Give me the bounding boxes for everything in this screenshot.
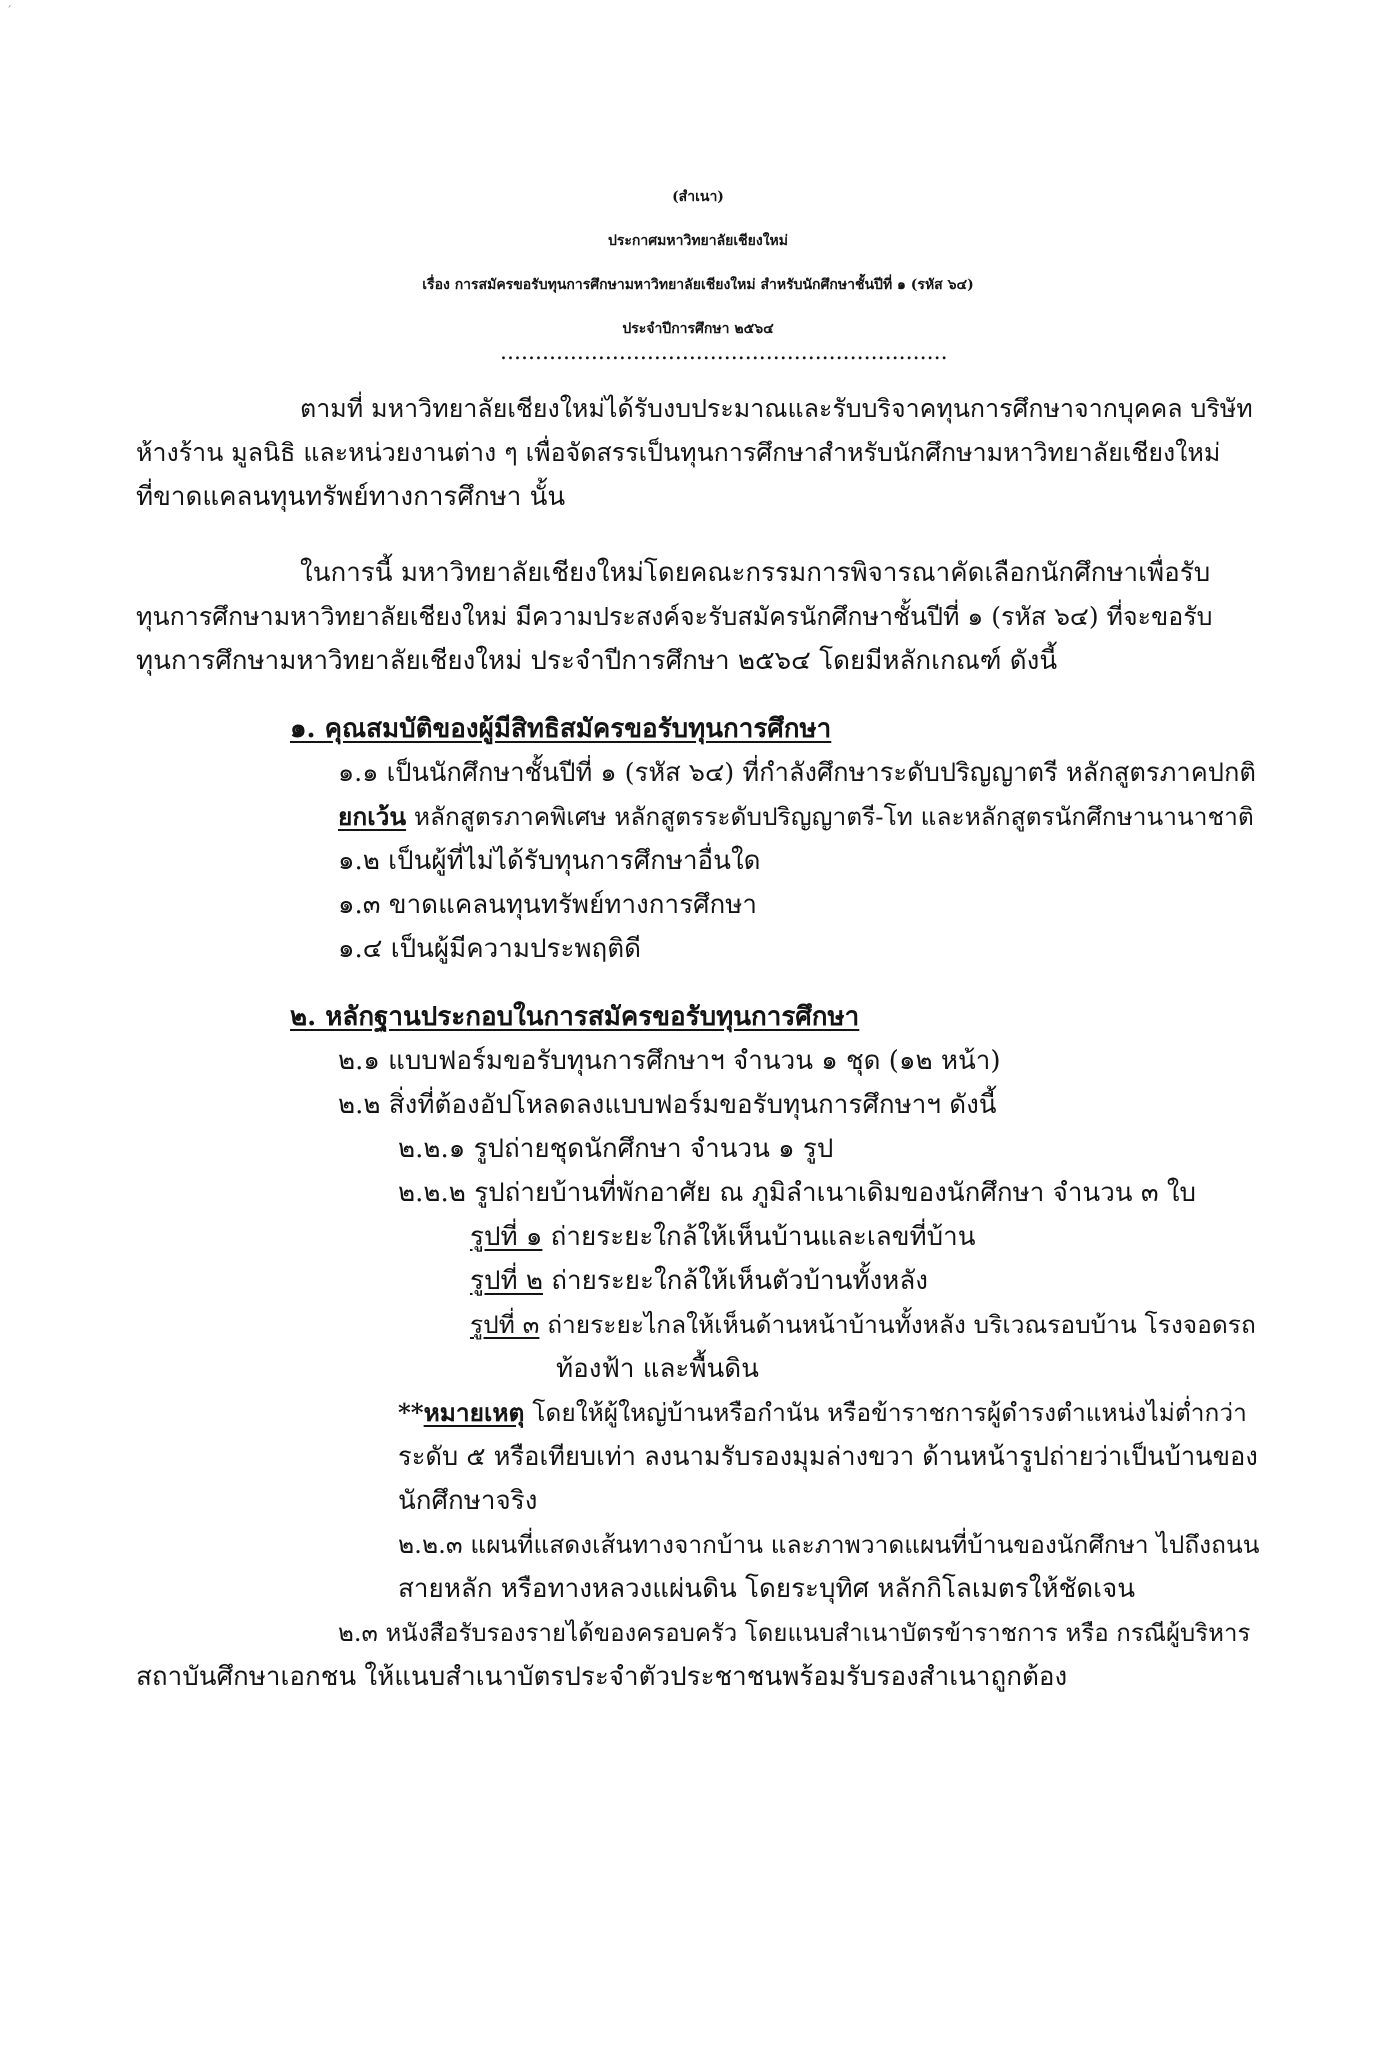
note-prefix: ** bbox=[398, 1398, 424, 1427]
photo-1-text: ถ่ายระยะใกล้ให้เห็นบ้านและเลขที่บ้าน bbox=[542, 1222, 976, 1252]
item-2-2: ๒.๒ สิ่งที่ต้องอัปโหลดลงแบบฟอร์มขอรับทุนการศึกษาฯ ดังนี้ bbox=[338, 1090, 997, 1120]
photo-3-text: ถ่ายระยะไกลให้เห็นด้านหน้าบ้านทั้งหลัง บริเวณรอบบ้าน โรงจอดรถ bbox=[539, 1310, 1256, 1339]
academic-year: ประจำปีการศึกษา ๒๕๖๔ bbox=[622, 321, 774, 337]
note-line3: นักศึกษาจริง bbox=[398, 1486, 538, 1516]
copy-label: (สำเนา) bbox=[672, 189, 724, 205]
section2-heading: ๒. หลักฐานประกอบในการสมัครขอรับทุนการศึกษา bbox=[290, 1002, 860, 1032]
item-2-2-3-line1: ๒.๒.๓ แผนที่แสดงเส้นทางจากบ้าน และภาพวาดแผนที่บ้านของนักศึกษา ไปถึงถนน bbox=[398, 1530, 1260, 1559]
photo-2-label: รูปที่ ๒ bbox=[470, 1266, 544, 1296]
item-2-3-line2: สถาบันศึกษาเอกชน ให้แนบสำเนาบัตรประจำตัวประชาชนพร้อมรับรองสำเนาถูกต้อง bbox=[136, 1662, 1068, 1692]
photo-3-line bbox=[470, 1308, 1256, 1342]
photo-1-line bbox=[470, 1220, 976, 1254]
section1-heading: ๑. คุณสมบัติของผู้มีสิทธิสมัครขอรับทุนการศึกษา bbox=[290, 714, 832, 744]
scan-artifact: ˊ bbox=[6, 4, 12, 18]
item-2-2-3-line2: สายหลัก หรือทางหลวงแผ่นดิน โดยระบุทิศ หลักกิโลเมตรให้ชัดเจน bbox=[398, 1574, 1136, 1604]
except-label: ยกเว้น bbox=[338, 802, 407, 831]
intro-p1-line1: ตามที่ มหาวิทยาลัยเชียงใหม่ได้รับงบประมาณและรับบริจาคทุนการศึกษาจากบุคคล บริษัท bbox=[300, 394, 1253, 423]
separator-dots: ................................................................ bbox=[500, 340, 948, 365]
intro-p2-line2: ทุนการศึกษามหาวิทยาลัยเชียงใหม่ มีความประสงค์จะรับสมัครนักศึกษาชั้นปีที่ ๑ (รหัส ๖๔) ที่จะขอรับ bbox=[136, 602, 1213, 631]
item-2-1: ๒.๑ แบบฟอร์มขอรับทุนการศึกษาฯ จำนวน ๑ ชุด (๑๒ หน้า) bbox=[338, 1046, 1001, 1076]
item-2-3-line1: ๒.๓ หนังสือรับรองรายได้ของครอบครัว โดยแนบสำเนาบัตรข้าราชการ หรือ กรณีผู้บริหาร bbox=[338, 1619, 1251, 1647]
item-1-2: ๑.๒ เป็นผู้ที่ไม่ได้รับทุนการศึกษาอื่นใด bbox=[338, 846, 761, 876]
except-text: หลักสูตรภาคพิเศษ หลักสูตรระดับปริญญาตรี-โท และหลักสูตรนักศึกษานานาชาติ bbox=[406, 802, 1254, 831]
photo-1-label: รูปที่ ๑ bbox=[470, 1222, 543, 1252]
intro-p2-line3: ทุนการศึกษามหาวิทยาลัยเชียงใหม่ ประจำปีการศึกษา ๒๕๖๔ โดยมีหลักเกณฑ์ ดังนี้ bbox=[136, 646, 1058, 676]
item-1-1-except bbox=[338, 800, 1254, 834]
note-label: หมายเหตุ bbox=[423, 1398, 525, 1427]
note-line1 bbox=[398, 1396, 1247, 1430]
item-1-4: ๑.๔ เป็นผู้มีความประพฤติดี bbox=[338, 934, 642, 964]
note-line2: ระดับ ๕ หรือเทียบเท่า ลงนามรับรองมุมล่างขวา ด้านหน้ารูปถ่ายว่าเป็นบ้านของ bbox=[398, 1442, 1258, 1472]
item-1-3: ๑.๓ ขาดแคลนทุนทรัพย์ทางการศึกษา bbox=[338, 890, 758, 920]
photo-3-line-cont: ท้องฟ้า และพื้นดิน bbox=[556, 1354, 759, 1384]
intro-p2-line1: ในการนี้ มหาวิทยาลัยเชียงใหม่โดยคณะกรรมการพิจารณาคัดเลือกนักศึกษาเพื่อรับ bbox=[300, 558, 1211, 588]
photo-2-text: ถ่ายระยะใกล้ให้เห็นตัวบ้านทั้งหลัง bbox=[543, 1266, 928, 1296]
item-2-2-1: ๒.๒.๑ รูปถ่ายชุดนักศึกษา จำนวน ๑ รูป bbox=[398, 1134, 834, 1164]
subject-line: เรื่อง การสมัครขอรับทุนการศึกษามหาวิทยาลัยเชียงใหม่ สำหรับนักศึกษาชั้นปีที่ ๑ (รหัส ๖๔) bbox=[422, 277, 974, 293]
intro-p1-line2: ห้างร้าน มูลนิธิ และหน่วยงานต่าง ๆ เพื่อจัดสรรเป็นทุนการศึกษาสำหรับนักศึกษามหาวิทยาลัยเชียงใหม่ bbox=[136, 438, 1221, 467]
photo-3-label: รูปที่ ๓ bbox=[470, 1310, 540, 1339]
item-1-1: ๑.๑ เป็นนักศึกษาชั้นปีที่ ๑ (รหัส ๖๔) ที่กำลังศึกษาระดับปริญญาตรี หลักสูตรภาคปกติ bbox=[338, 758, 1256, 788]
photo-2-line bbox=[470, 1264, 928, 1298]
item-2-2-2: ๒.๒.๒ รูปถ่ายบ้านที่พักอาศัย ณ ภูมิลำเนาเดิมของนักศึกษา จำนวน ๓ ใบ bbox=[398, 1178, 1197, 1208]
note-text-1: โดยให้ผู้ใหญ่บ้านหรือกำนัน หรือข้าราชการผู้ดำรงตำแหน่งไม่ต่ำกว่า bbox=[524, 1398, 1247, 1427]
intro-p1-line3: ที่ขาดแคลนทุนทรัพย์ทางการศึกษา นั้น bbox=[136, 482, 566, 512]
issuer-title: ประกาศมหาวิทยาลัยเชียงใหม่ bbox=[607, 233, 789, 249]
